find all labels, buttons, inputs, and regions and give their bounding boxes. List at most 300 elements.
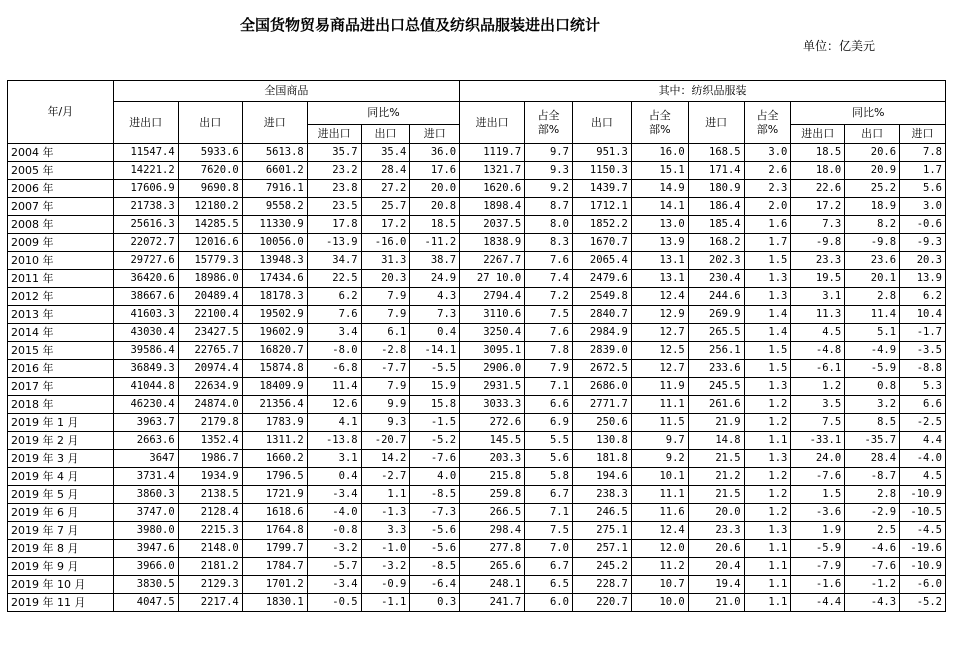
value-cell: 2663.6 [113, 432, 178, 450]
value-cell: 3095.1 [460, 342, 525, 360]
value-cell: 1.2 [744, 396, 791, 414]
row-label-cell: 2019 年 11 月 [8, 594, 114, 612]
value-cell: 2.6 [744, 162, 791, 180]
value-cell: 1986.7 [178, 450, 242, 468]
value-cell: 2.8 [845, 288, 900, 306]
value-cell: 2771.7 [572, 396, 631, 414]
value-cell: 8.3 [525, 234, 573, 252]
value-cell: 1.5 [744, 252, 791, 270]
value-cell: 3980.0 [113, 522, 178, 540]
row-label-cell: 2006 年 [8, 180, 114, 198]
table-row [8, 432, 946, 450]
value-cell: 36.0 [410, 144, 460, 162]
value-cell: 245.5 [688, 378, 744, 396]
value-cell: 1.5 [791, 486, 845, 504]
value-cell: -8.8 [900, 360, 946, 378]
value-cell: 245.2 [572, 558, 631, 576]
value-cell: -8.5 [410, 486, 460, 504]
value-cell: 2686.0 [572, 378, 631, 396]
value-cell: 1.4 [744, 324, 791, 342]
value-cell: 23.3 [791, 252, 845, 270]
value-cell: 13.9 [900, 270, 946, 288]
value-cell: 6.7 [525, 558, 573, 576]
table-row [8, 234, 946, 252]
value-cell: 10.7 [631, 576, 688, 594]
value-cell: 1.1 [744, 576, 791, 594]
value-cell: 265.6 [460, 558, 525, 576]
value-cell: 23.5 [307, 198, 361, 216]
value-cell: 12.4 [631, 522, 688, 540]
value-cell: 5613.8 [242, 144, 307, 162]
value-cell: -1.0 [361, 540, 410, 558]
table-row [8, 450, 946, 468]
value-cell: 23.3 [688, 522, 744, 540]
value-cell: 18178.3 [242, 288, 307, 306]
value-cell: 6.2 [307, 288, 361, 306]
value-cell: 23427.5 [178, 324, 242, 342]
value-cell: 2840.7 [572, 306, 631, 324]
value-cell: 1712.1 [572, 198, 631, 216]
value-cell: 298.4 [460, 522, 525, 540]
table-row [8, 288, 946, 306]
value-cell: 9690.8 [178, 180, 242, 198]
value-cell: 14221.2 [113, 162, 178, 180]
value-cell: 21.0 [688, 594, 744, 612]
value-cell: 15874.8 [242, 360, 307, 378]
value-cell: 12.6 [307, 396, 361, 414]
value-cell: 1.1 [744, 594, 791, 612]
value-cell: -4.4 [791, 594, 845, 612]
value-cell: 7.5 [791, 414, 845, 432]
header-textile-yoy-import: 进口 [900, 125, 946, 144]
value-cell: 168.2 [688, 234, 744, 252]
value-cell: 20.6 [688, 540, 744, 558]
value-cell: 17.8 [307, 216, 361, 234]
value-cell: 9.3 [361, 414, 410, 432]
header-share-export [631, 102, 688, 144]
value-cell: 1.3 [744, 378, 791, 396]
value-cell: -1.3 [361, 504, 410, 522]
header-textile-yoy-export: 出口 [845, 125, 900, 144]
value-cell: 20.8 [410, 198, 460, 216]
table-row [8, 180, 946, 198]
value-cell: 1.1 [744, 558, 791, 576]
value-cell: 7.9 [361, 306, 410, 324]
value-cell: 5.6 [900, 180, 946, 198]
value-cell: 13.9 [631, 234, 688, 252]
value-cell: -13.9 [307, 234, 361, 252]
value-cell: 18.5 [410, 216, 460, 234]
value-cell: 1934.9 [178, 468, 242, 486]
value-cell: 7.9 [361, 288, 410, 306]
value-cell: 34.7 [307, 252, 361, 270]
header-textile-export: 出口 [572, 102, 631, 144]
value-cell: 7.8 [900, 144, 946, 162]
value-cell: -7.6 [845, 558, 900, 576]
value-cell: 9.2 [631, 450, 688, 468]
value-cell: -9.8 [845, 234, 900, 252]
value-cell: 11.1 [631, 396, 688, 414]
value-cell: 12.7 [631, 360, 688, 378]
value-cell: -2.9 [845, 504, 900, 522]
unit-label: 单位：亿美元 [803, 39, 876, 53]
value-cell: 22634.9 [178, 378, 242, 396]
value-cell: -1.5 [410, 414, 460, 432]
value-cell: 17606.9 [113, 180, 178, 198]
row-label-cell: 2010 年 [8, 252, 114, 270]
value-cell: -1.7 [900, 324, 946, 342]
value-cell: 14.8 [688, 432, 744, 450]
row-label-cell: 2007 年 [8, 198, 114, 216]
value-cell: -33.1 [791, 432, 845, 450]
value-cell: -10.9 [900, 558, 946, 576]
value-cell: 4.5 [900, 468, 946, 486]
value-cell: 2.5 [845, 522, 900, 540]
value-cell: 2181.2 [178, 558, 242, 576]
value-cell: 0.4 [410, 324, 460, 342]
value-cell: 20.0 [688, 504, 744, 522]
value-cell: 16.0 [631, 144, 688, 162]
value-cell: 1852.2 [572, 216, 631, 234]
value-cell: -9.8 [791, 234, 845, 252]
value-cell: 21356.4 [242, 396, 307, 414]
header-export: 出口 [178, 102, 242, 144]
value-cell: 8.0 [525, 216, 573, 234]
value-cell: 257.1 [572, 540, 631, 558]
value-cell: 13.1 [631, 252, 688, 270]
value-cell: -1.6 [791, 576, 845, 594]
row-label-cell: 2019 年 3 月 [8, 450, 114, 468]
row-label-cell: 2015 年 [8, 342, 114, 360]
row-label-cell: 2019 年 4 月 [8, 468, 114, 486]
value-cell: 21.5 [688, 450, 744, 468]
table-row [8, 576, 946, 594]
value-cell: 2479.6 [572, 270, 631, 288]
value-cell: 7.6 [525, 324, 573, 342]
value-cell: -7.3 [410, 504, 460, 522]
value-cell: 215.8 [460, 468, 525, 486]
value-cell: 15779.3 [178, 252, 242, 270]
value-cell: 5.3 [900, 378, 946, 396]
value-cell: 9.7 [525, 144, 573, 162]
table-row [8, 414, 946, 432]
value-cell: -2.5 [900, 414, 946, 432]
value-cell: 2839.0 [572, 342, 631, 360]
value-cell: 1620.6 [460, 180, 525, 198]
header-import: 进口 [242, 102, 307, 144]
value-cell: 20.9 [845, 162, 900, 180]
value-cell: 4.3 [410, 288, 460, 306]
value-cell: 7.3 [791, 216, 845, 234]
value-cell: 2672.5 [572, 360, 631, 378]
value-cell: 256.1 [688, 342, 744, 360]
value-cell: 5.1 [845, 324, 900, 342]
value-cell: 18409.9 [242, 378, 307, 396]
value-cell: 38.7 [410, 252, 460, 270]
value-cell: 1.3 [744, 450, 791, 468]
table-row [8, 486, 946, 504]
value-cell: 25.2 [845, 180, 900, 198]
header-textile-yoy-total: 进出口 [791, 125, 845, 144]
value-cell: 3947.6 [113, 540, 178, 558]
value-cell: -5.7 [307, 558, 361, 576]
value-cell: 14.2 [361, 450, 410, 468]
value-cell: 250.6 [572, 414, 631, 432]
value-cell: 3731.4 [113, 468, 178, 486]
value-cell: 1439.7 [572, 180, 631, 198]
value-cell: -5.9 [791, 540, 845, 558]
value-cell: -7.6 [791, 468, 845, 486]
value-cell: 1.5 [744, 360, 791, 378]
value-cell: 16820.7 [242, 342, 307, 360]
value-cell: -8.0 [307, 342, 361, 360]
value-cell: 3.3 [361, 522, 410, 540]
value-cell: 11.3 [791, 306, 845, 324]
value-cell: 2128.4 [178, 504, 242, 522]
value-cell: 181.8 [572, 450, 631, 468]
value-cell: -2.8 [361, 342, 410, 360]
value-cell: 22072.7 [113, 234, 178, 252]
value-cell: 2549.8 [572, 288, 631, 306]
value-cell: 18.5 [791, 144, 845, 162]
value-cell: -4.5 [900, 522, 946, 540]
value-cell: -6.4 [410, 576, 460, 594]
value-cell: 17.6 [410, 162, 460, 180]
value-cell: 21.5 [688, 486, 744, 504]
table-row [8, 162, 946, 180]
value-cell: 194.6 [572, 468, 631, 486]
value-cell: 35.4 [361, 144, 410, 162]
value-cell: 23.6 [845, 252, 900, 270]
table-row [8, 540, 946, 558]
table-row [8, 342, 946, 360]
value-cell: 22.6 [791, 180, 845, 198]
value-cell: 18.9 [845, 198, 900, 216]
value-cell: 1.2 [744, 468, 791, 486]
value-cell: 3.1 [307, 450, 361, 468]
value-cell: 38667.6 [113, 288, 178, 306]
value-cell: 7620.0 [178, 162, 242, 180]
page-title: 全国货物贸易商品进出口总值及纺织品服装进出口统计 [239, 16, 600, 34]
value-cell: 6.0 [525, 594, 573, 612]
value-cell: 11.4 [845, 306, 900, 324]
value-cell: 11.9 [631, 378, 688, 396]
value-cell: -3.2 [361, 558, 410, 576]
value-cell: 20974.4 [178, 360, 242, 378]
value-cell: 7.8 [525, 342, 573, 360]
row-label-cell: 2014 年 [8, 324, 114, 342]
value-cell: 3110.6 [460, 306, 525, 324]
value-cell: -20.7 [361, 432, 410, 450]
value-cell: 20.0 [410, 180, 460, 198]
value-cell: 12.4 [631, 288, 688, 306]
value-cell: 1721.9 [242, 486, 307, 504]
value-cell: 1.4 [744, 306, 791, 324]
value-cell: 7.3 [410, 306, 460, 324]
value-cell: 6.5 [525, 576, 573, 594]
value-cell: -35.7 [845, 432, 900, 450]
value-cell: -13.8 [307, 432, 361, 450]
value-cell: 1.7 [900, 162, 946, 180]
value-cell: 17.2 [361, 216, 410, 234]
value-cell: 4.5 [791, 324, 845, 342]
table-row [8, 198, 946, 216]
value-cell: -3.2 [307, 540, 361, 558]
value-cell: 10.4 [900, 306, 946, 324]
value-cell: 3.5 [791, 396, 845, 414]
row-label-cell: 2019 年 7 月 [8, 522, 114, 540]
value-cell: 12.7 [631, 324, 688, 342]
value-cell: 31.3 [361, 252, 410, 270]
table-row [8, 252, 946, 270]
value-cell: 1.3 [744, 288, 791, 306]
value-cell: 1.2 [744, 504, 791, 522]
row-label-cell: 2008 年 [8, 216, 114, 234]
value-cell: 9.9 [361, 396, 410, 414]
value-cell: 266.5 [460, 504, 525, 522]
value-cell: 6.6 [900, 396, 946, 414]
value-cell: 5.6 [525, 450, 573, 468]
header-share-import [744, 102, 791, 144]
value-cell: 241.7 [460, 594, 525, 612]
value-cell: 22765.7 [178, 342, 242, 360]
value-cell: 23.8 [307, 180, 361, 198]
value-cell: -3.6 [791, 504, 845, 522]
table-row [8, 306, 946, 324]
value-cell: 1.3 [744, 270, 791, 288]
value-cell: 22100.4 [178, 306, 242, 324]
value-cell: -2.7 [361, 468, 410, 486]
row-label-cell: 2019 年 10 月 [8, 576, 114, 594]
value-cell: 9.2 [525, 180, 573, 198]
value-cell: 248.1 [460, 576, 525, 594]
value-cell: 12016.6 [178, 234, 242, 252]
value-cell: -11.2 [410, 234, 460, 252]
row-label-cell: 2013 年 [8, 306, 114, 324]
value-cell: -10.5 [900, 504, 946, 522]
value-cell: 1.1 [361, 486, 410, 504]
value-cell: 2906.0 [460, 360, 525, 378]
share-top: 占全 [537, 108, 560, 122]
value-cell: 1898.4 [460, 198, 525, 216]
header-all-goods: 全国商品 [113, 81, 459, 102]
value-cell: 14285.5 [178, 216, 242, 234]
value-cell: -0.5 [307, 594, 361, 612]
value-cell: 5.8 [525, 468, 573, 486]
share-bottom: 部% [537, 122, 560, 136]
value-cell: 238.3 [572, 486, 631, 504]
value-cell: 3966.0 [113, 558, 178, 576]
value-cell: 269.9 [688, 306, 744, 324]
row-label-cell: 2005 年 [8, 162, 114, 180]
value-cell: 8.7 [525, 198, 573, 216]
value-cell: 275.1 [572, 522, 631, 540]
value-cell: 7.2 [525, 288, 573, 306]
value-cell: 7.4 [525, 270, 573, 288]
header-textile-import: 进口 [688, 102, 744, 144]
value-cell: 25.7 [361, 198, 410, 216]
value-cell: 0.4 [307, 468, 361, 486]
value-cell: 2148.0 [178, 540, 242, 558]
value-cell: 24.0 [791, 450, 845, 468]
value-cell: 6.9 [525, 414, 573, 432]
table-row [8, 378, 946, 396]
row-label-cell: 2019 年 8 月 [8, 540, 114, 558]
value-cell: 272.6 [460, 414, 525, 432]
value-cell: 2129.3 [178, 576, 242, 594]
row-label-cell: 2004 年 [8, 144, 114, 162]
value-cell: -4.0 [900, 450, 946, 468]
value-cell: -9.3 [900, 234, 946, 252]
value-cell: 4.1 [307, 414, 361, 432]
value-cell: 246.5 [572, 504, 631, 522]
value-cell: 1.1 [744, 540, 791, 558]
value-cell: 35.7 [307, 144, 361, 162]
value-cell: 2931.5 [460, 378, 525, 396]
value-cell: 203.3 [460, 450, 525, 468]
value-cell: 20489.4 [178, 288, 242, 306]
value-cell: 20.1 [845, 270, 900, 288]
value-cell: 13.0 [631, 216, 688, 234]
share-top: 占全 [648, 108, 671, 122]
value-cell: 14.9 [631, 180, 688, 198]
value-cell: -5.6 [410, 522, 460, 540]
value-cell: -1.2 [845, 576, 900, 594]
value-cell: 11330.9 [242, 216, 307, 234]
value-cell: -5.2 [900, 594, 946, 612]
value-cell: -4.0 [307, 504, 361, 522]
value-cell: 261.6 [688, 396, 744, 414]
value-cell: 1799.7 [242, 540, 307, 558]
value-cell: 19.4 [688, 576, 744, 594]
value-cell: 1.9 [791, 522, 845, 540]
value-cell: 10.1 [631, 468, 688, 486]
value-cell: 36420.6 [113, 270, 178, 288]
header-yoy-import: 进口 [410, 125, 460, 144]
value-cell: 277.8 [460, 540, 525, 558]
value-cell: 7.6 [525, 252, 573, 270]
header-yoy-export: 出口 [361, 125, 410, 144]
value-cell: 3860.3 [113, 486, 178, 504]
value-cell: -5.9 [845, 360, 900, 378]
value-cell: 1.2 [791, 378, 845, 396]
value-cell: 14.1 [631, 198, 688, 216]
header-textile: 其中：纺织品服装 [460, 81, 946, 102]
value-cell: 7.0 [525, 540, 573, 558]
value-cell: -5.2 [410, 432, 460, 450]
value-cell: 1150.3 [572, 162, 631, 180]
share-top: 占全 [756, 108, 779, 122]
value-cell: 230.4 [688, 270, 744, 288]
value-cell: 7.5 [525, 522, 573, 540]
value-cell: 19.5 [791, 270, 845, 288]
value-cell: 8.2 [845, 216, 900, 234]
value-cell: 11.5 [631, 414, 688, 432]
value-cell: 1321.7 [460, 162, 525, 180]
value-cell: 9558.2 [242, 198, 307, 216]
value-cell: 1783.9 [242, 414, 307, 432]
value-cell: 29727.6 [113, 252, 178, 270]
value-cell: 24.9 [410, 270, 460, 288]
value-cell: 3747.0 [113, 504, 178, 522]
value-cell: 3.4 [307, 324, 361, 342]
value-cell: 22.5 [307, 270, 361, 288]
value-cell: 1.7 [744, 234, 791, 252]
value-cell: 28.4 [361, 162, 410, 180]
row-label-cell: 2019 年 2 月 [8, 432, 114, 450]
value-cell: 3647 [113, 450, 178, 468]
value-cell: 951.3 [572, 144, 631, 162]
